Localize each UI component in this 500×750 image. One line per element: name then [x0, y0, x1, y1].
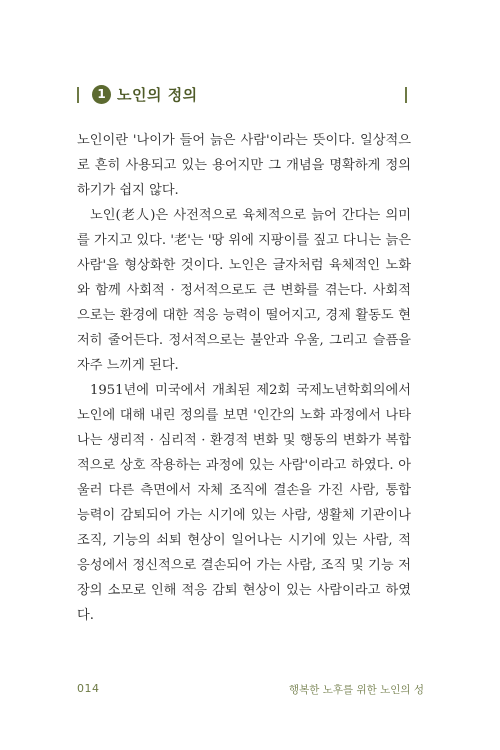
- header-right-bar: [405, 87, 407, 103]
- header-left-bar: [77, 87, 79, 103]
- running-footer-book-title: 행복한 노후를 위한 노인의 성: [288, 684, 424, 696]
- paragraph-3: 1951년에 미국에서 개최된 제2회 국제노년학회의에서 노인에 대해 내린 정의를 보면 '인간의 노화 과정에서 나타나는 생리적 · 심리적 · 환경적 변화 및 행동의 변화가 복합적으로 상호 작용하는 과정에 있는 사람'이라고 하였다. 아울러 다른 측면에서 자체 조직에 결손을 가진 사람, 통합 능력이 감퇴되어 가는 시기에 있는 사람, 생활체 기관이나 조직, 기능의 쇠퇴 현상이 일어나는 시기에 있는 사람, 적응성에서 정신적으로 결손되어 가는 사람, 조직 및 기능 저장의 소모로 인해 적응 감퇴 현상이 있는 사람이라고 하였다.: [77, 383, 411, 623]
- section-header: [77, 84, 407, 106]
- body-text: [77, 128, 411, 628]
- paragraph-1: 노인이란 '나이가 들어 늙은 사람'이라는 뜻이다. 일상적으로 흔히 사용되고 있는 용어지만 그 개념을 명확하게 정의하기가 쉽지 않다.: [77, 133, 411, 198]
- section-title: 노인의 정의: [117, 86, 198, 104]
- section-number-badge: 1: [92, 85, 111, 104]
- page-number: 014: [77, 682, 100, 695]
- paragraph-2: 노인(老人)은 사전적으로 육체적으로 늙어 간다는 의미를 가지고 있다. '老'는 '땅 위에 지팡이를 짚고 다니는 늙은 사람'을 형상화한 것이다. 노인은 글자처럼 육체적인 노화와 함께 사회적 · 정서적으로도 큰 변화를 겪는다. 사회적으로는 환경에 대한 적응 능력이 떨어지고, 경제 활동도 현저히 줄어든다. 정서적으로는 불안과 우울, 그리고 슬픔을 자주 느끼게 된다.: [77, 208, 411, 373]
